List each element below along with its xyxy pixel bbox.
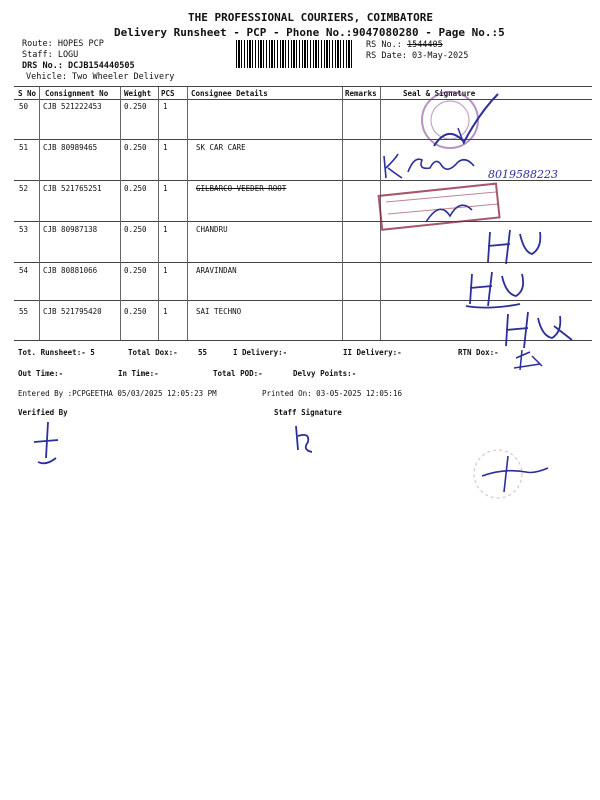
row-consignee: SAI TECHNO (196, 307, 242, 316)
header-sno: S No (18, 89, 37, 98)
column-divider (158, 87, 159, 340)
row-consignment: CJB 521765251 (43, 184, 102, 193)
delvy-points: Delvy Points:- (293, 369, 357, 378)
row-consignee: ARAVINDAN (196, 266, 237, 275)
seal-stamp-top (412, 84, 502, 156)
row-weight: 0.250 (124, 307, 147, 316)
verified-by-label: Verified By (18, 408, 68, 417)
in-time: In Time:- (118, 369, 159, 378)
staff-label: Staff: LOGU (22, 50, 79, 60)
row-consignment: CJB 80989465 (43, 143, 98, 152)
rs-number-value: 1544405 (406, 40, 443, 50)
column-divider (342, 87, 343, 340)
entered-by: Entered By :PCPGEETHA 05/03/2025 12:05:23 PM (18, 389, 217, 398)
document-subtitle: Delivery Runsheet - PCP - Phone No.:9047080280 - Page No.:5 (114, 26, 505, 39)
row-weight: 0.250 (124, 143, 147, 152)
printed-on: Printed On: 03-05-2025 12:05:16 (262, 389, 402, 398)
ii-delivery: II Delivery:- (343, 348, 402, 357)
vehicle-label: Vehicle: Two Wheeler Delivery (26, 72, 175, 82)
row-sno: 50 (19, 102, 29, 111)
row-pcs: 1 (163, 225, 168, 234)
staff-signature-mark (288, 422, 318, 456)
row-consignee: GILBARCO VEEDER ROOT (196, 184, 287, 193)
row-weight: 0.250 (124, 184, 147, 193)
total-pod: Total POD:- (213, 369, 263, 378)
rtn-dox: RTN Dox:- (458, 348, 499, 357)
header-weight: Weight (124, 89, 152, 98)
table-header-rule (14, 99, 592, 100)
handwritten-phone-note: 8019588223 (488, 168, 558, 181)
column-divider (120, 87, 121, 340)
signature-row54 (460, 266, 540, 310)
row-pcs: 1 (163, 102, 168, 111)
row-weight: 0.250 (124, 102, 147, 111)
total-dox-label: Total Dox:- (128, 348, 178, 357)
barcode (236, 40, 354, 68)
header-consignee: Consignee Details (191, 89, 268, 98)
signature-row51 (378, 148, 490, 182)
row-consignee: SK CAR CARE (196, 143, 246, 152)
tot-runsheet: Tot. Runsheet:- 5 (18, 348, 95, 357)
row-pcs: 1 (163, 184, 168, 193)
row-consignment: CJB 521222453 (43, 102, 102, 111)
rs-number (366, 40, 443, 50)
row-consignee: CHANDRU (196, 225, 228, 234)
row-pcs: 1 (163, 307, 168, 316)
document-title: THE PROFESSIONAL COURIERS, COIMBATORE (188, 11, 434, 24)
row-consignment: CJB 80881066 (43, 266, 98, 275)
row-pcs: 1 (163, 266, 168, 275)
route-label: Route: HOPES PCP (22, 39, 104, 49)
row-consignment: CJB 521795420 (43, 307, 102, 316)
column-divider (39, 87, 40, 340)
column-divider (187, 87, 188, 340)
header-signature: Seal & Signature (403, 89, 476, 98)
row-sno: 53 (19, 225, 29, 234)
rs-date: RS Date: 03-May-2025 (366, 51, 469, 61)
row-consignment: CJB 80987138 (43, 225, 98, 234)
row-divider (14, 139, 592, 140)
faded-stamp-bottom (464, 446, 554, 506)
staff-signature-label: Staff Signature (274, 408, 342, 417)
row-sno: 55 (19, 307, 29, 316)
total-dox-value: 55 (198, 348, 208, 357)
signature-row53 (476, 224, 556, 270)
drs-number: DRS No.: DCJB154440505 (22, 61, 135, 71)
header-pcs: PCS (161, 89, 175, 98)
row-sno: 52 (19, 184, 29, 193)
row-weight: 0.250 (124, 225, 147, 234)
rs-number-label: RS No.: (366, 40, 402, 50)
row-sno: 51 (19, 143, 29, 152)
verified-by-signature (28, 418, 64, 468)
signature-row55 (496, 306, 580, 376)
header-consignment: Consignment No (45, 89, 109, 98)
header-remarks: Remarks (345, 89, 377, 98)
row-weight: 0.250 (124, 266, 147, 275)
table-top-rule (14, 86, 592, 87)
row-sno: 54 (19, 266, 29, 275)
out-time: Out Time:- (18, 369, 64, 378)
row-pcs: 1 (163, 143, 168, 152)
i-delivery: I Delivery:- (233, 348, 288, 357)
